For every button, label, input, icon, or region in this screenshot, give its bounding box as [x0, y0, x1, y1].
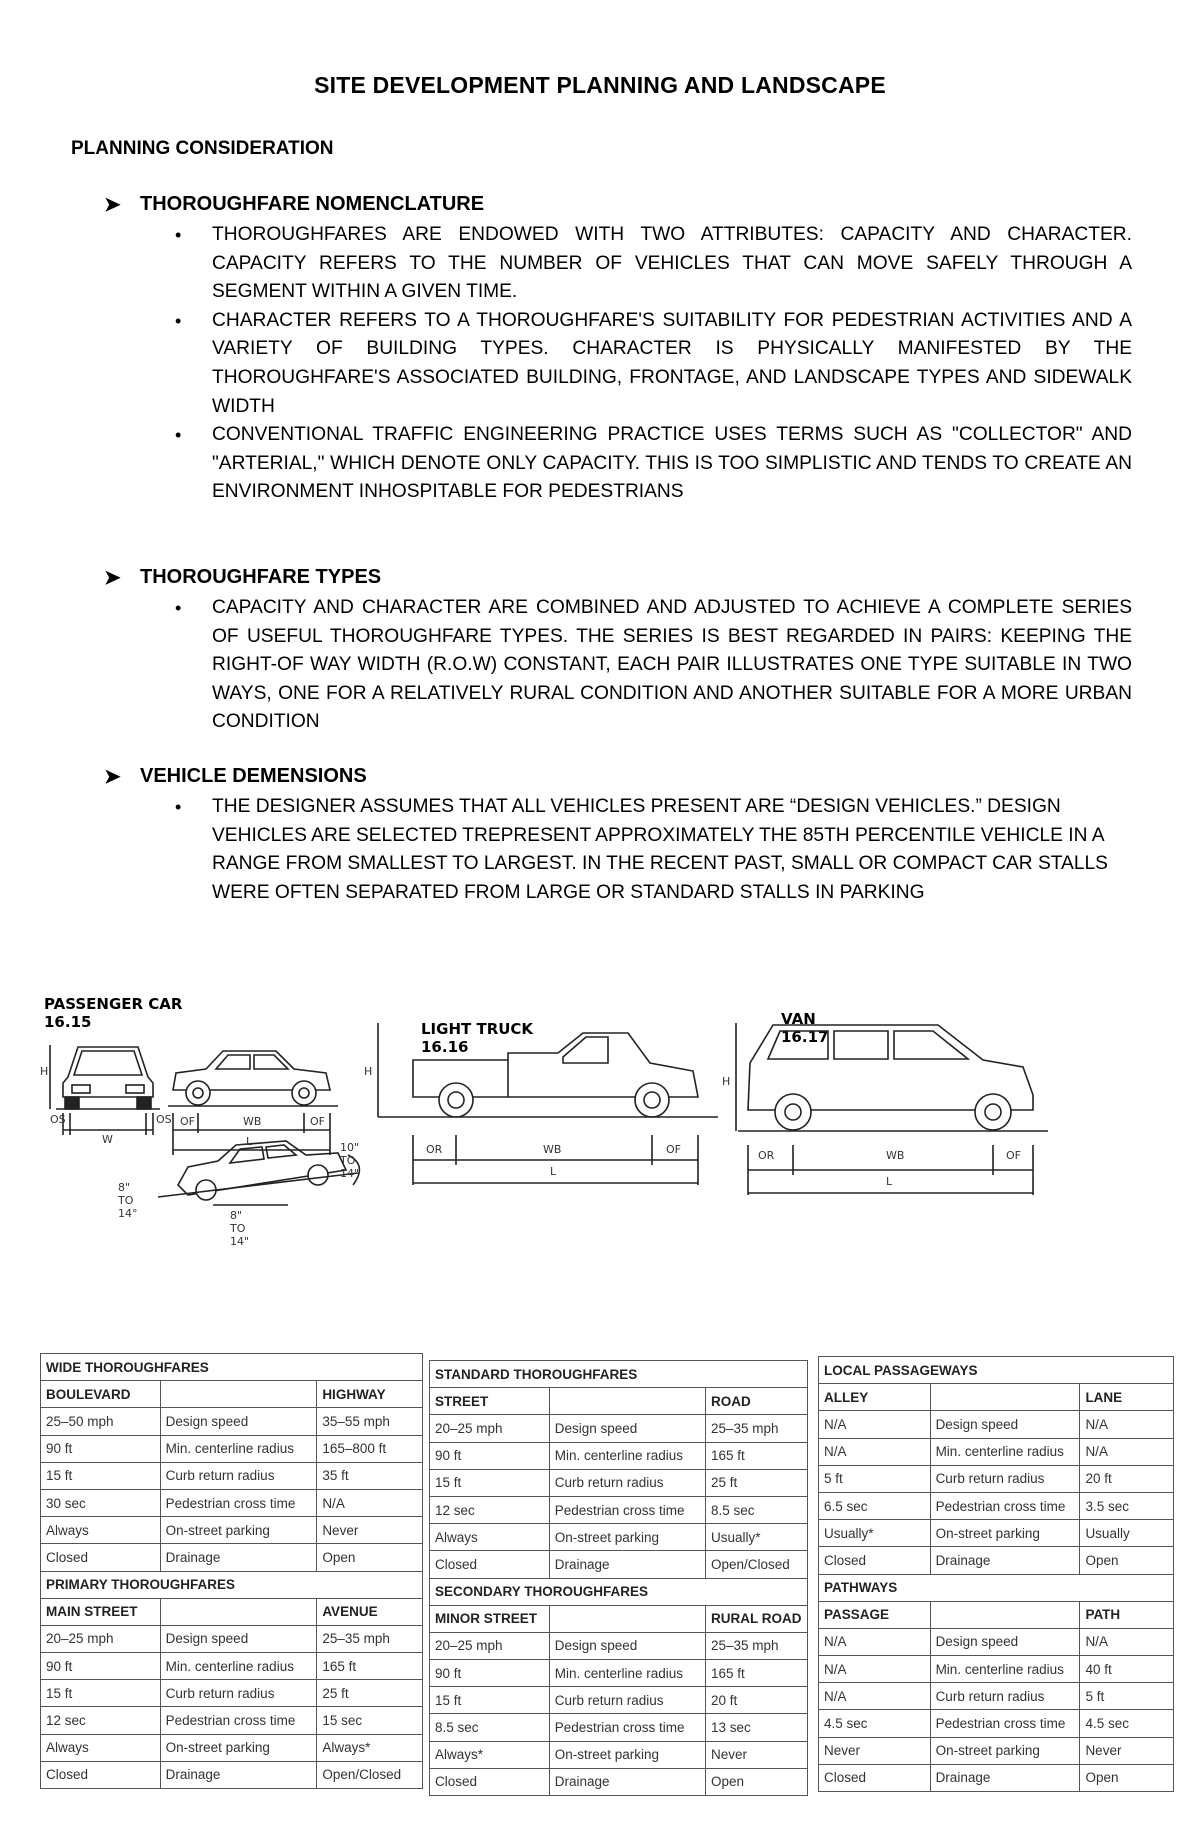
dim-label: WB — [543, 1143, 562, 1156]
vehicle-dimensions-figure — [38, 985, 1168, 1255]
table-cell: 3.5 sec — [1080, 1492, 1174, 1519]
table-section-title: STANDARD THOROUGHFARES — [430, 1361, 808, 1388]
section-vehicle — [104, 763, 1134, 907]
table-cell: 15 ft — [41, 1462, 161, 1489]
table-cell: Min. centerline radius — [549, 1442, 705, 1469]
section-types — [104, 564, 1134, 737]
table-cell: Open — [706, 1768, 808, 1795]
dim-label: H — [722, 1075, 731, 1088]
table-cell: Drainage — [160, 1544, 317, 1571]
table-row — [430, 1442, 808, 1469]
table-section-title: WIDE THOROUGHFARES — [41, 1354, 423, 1381]
dim-label: OR — [426, 1143, 443, 1156]
bullet-item: • CAPACITY AND CHARACTER ARE COMBINED AND ADJUSTED TO ACHIEVE A COMPLETE SERIES OF USEFUL THOROUGHFARE TYPES. THE SERIES IS BEST REGARDED IN PAIRS: KEEPING THE RIGHT-OF WAY WIDTH (R.O.W) CONSTANT, EACH PAIR ILLUSTRATES ONE TYPE SUITABLE IN TWO WAYS, ONE FOR A RELATIVELY RURAL CONDITION AND ANOTHER SUITABLE FOR A MORE URBAN CONDITION — [212, 594, 1132, 737]
table-cell: Usually* — [706, 1524, 808, 1551]
table-cell: N/A — [317, 1489, 423, 1516]
table-cell: On-street parking — [549, 1741, 705, 1768]
dim-label: WB — [886, 1149, 905, 1162]
dim-label: OS — [156, 1113, 172, 1126]
table-header: MINOR STREET — [430, 1605, 550, 1632]
table-row — [41, 1408, 423, 1435]
table-cell: 15 ft — [430, 1469, 550, 1496]
dim-label: OF — [310, 1115, 325, 1128]
table-cell: N/A — [819, 1656, 931, 1683]
table-header: ALLEY — [819, 1384, 931, 1411]
car-label: PASSENGER CAR 16.15 — [44, 995, 183, 1031]
table-cell: On-street parking — [160, 1517, 317, 1544]
table-cell: Always — [430, 1524, 550, 1551]
table-cell: Closed — [430, 1768, 550, 1795]
table-cell: 15 ft — [41, 1680, 161, 1707]
table-cell: N/A — [819, 1438, 931, 1465]
dim-label: H — [364, 1065, 373, 1078]
table-cell: Min. centerline radius — [930, 1438, 1080, 1465]
table-cell: 25 ft — [317, 1680, 423, 1707]
table-row — [41, 1435, 423, 1462]
table-header: PASSAGE — [819, 1601, 931, 1628]
table-row — [430, 1768, 808, 1795]
table-cell: Curb return radius — [930, 1465, 1080, 1492]
table-row — [430, 1496, 808, 1523]
table-row — [430, 1632, 808, 1659]
table-cell: 15 sec — [317, 1707, 423, 1734]
table-row — [819, 1764, 1174, 1791]
page-title: SITE DEVELOPMENT PLANNING AND LANDSCAPE — [314, 72, 886, 98]
van-label: VAN 16.17 — [781, 1010, 829, 1046]
table-cell: 25–35 mph — [706, 1415, 808, 1442]
table-cell: Never — [706, 1741, 808, 1768]
table-cell: Design speed — [930, 1628, 1080, 1655]
table-cell: 20–25 mph — [41, 1625, 161, 1652]
dim-label: 8" TO 14° — [118, 1181, 138, 1220]
dim-label: 8" TO 14" — [230, 1209, 250, 1248]
dim-label: L — [246, 1135, 253, 1148]
section-heading-text: THOROUGHFARE TYPES — [140, 565, 382, 588]
section-heading — [104, 763, 1134, 789]
table-cell: Design speed — [160, 1408, 317, 1435]
table-cell: 30 sec — [41, 1489, 161, 1516]
table-cell: Open/Closed — [317, 1761, 423, 1788]
table-row — [819, 1492, 1174, 1519]
dim-label: W — [102, 1133, 113, 1146]
table-cell: 165 ft — [706, 1442, 808, 1469]
table-cell: 6.5 sec — [819, 1492, 931, 1519]
light-truck-icon — [378, 1023, 718, 1185]
table-cell: Min. centerline radius — [160, 1435, 317, 1462]
table-header: AVENUE — [317, 1598, 423, 1625]
table-row — [819, 1465, 1174, 1492]
table-header — [930, 1601, 1080, 1628]
table-row — [41, 1625, 423, 1652]
table-row — [819, 1683, 1174, 1710]
table-section-title: PRIMARY THOROUGHFARES — [41, 1571, 423, 1598]
table-cell: On-street parking — [549, 1524, 705, 1551]
table-cell: 90 ft — [430, 1660, 550, 1687]
table-row — [430, 1660, 808, 1687]
table-cell: Always* — [430, 1741, 550, 1768]
table-cell: 40 ft — [1080, 1656, 1174, 1683]
arrow-bullet-icon: ➤ — [104, 566, 121, 589]
table-cell: Design speed — [549, 1632, 705, 1659]
table-header: STREET — [430, 1388, 550, 1415]
table-row — [819, 1656, 1174, 1683]
table-cell: Always — [41, 1517, 161, 1544]
dim-label: OR — [758, 1149, 775, 1162]
table-header: PATH — [1080, 1601, 1174, 1628]
table-cell: Pedestrian cross time — [549, 1714, 705, 1741]
van-icon — [736, 1023, 1048, 1195]
table-cell: Drainage — [549, 1768, 705, 1795]
car-side-view-icon — [168, 1051, 338, 1155]
arrow-bullet-icon: ➤ — [104, 193, 121, 216]
table-header — [549, 1388, 705, 1415]
table-cell: Open — [1080, 1764, 1174, 1791]
table-cell: Never — [317, 1517, 423, 1544]
table-cell: Closed — [819, 1547, 931, 1574]
arrow-bullet-icon: ➤ — [104, 765, 121, 788]
section-heading — [104, 564, 1134, 590]
table-cell: 165 ft — [706, 1660, 808, 1687]
table-cell: 4.5 sec — [819, 1710, 931, 1737]
dim-label: OS — [50, 1113, 66, 1126]
table-cell: Min. centerline radius — [930, 1656, 1080, 1683]
table-cell: Design speed — [930, 1411, 1080, 1438]
table-cell: Min. centerline radius — [549, 1660, 705, 1687]
table-cell: Pedestrian cross time — [930, 1710, 1080, 1737]
table-cell: N/A — [1080, 1628, 1174, 1655]
table-row — [41, 1707, 423, 1734]
table-cell: Open — [1080, 1547, 1174, 1574]
section-nomenclature — [104, 191, 1134, 507]
table-cell: 90 ft — [41, 1435, 161, 1462]
table-section-title: PATHWAYS — [819, 1574, 1174, 1601]
table-cell: 5 ft — [1080, 1683, 1174, 1710]
table-row — [41, 1544, 423, 1571]
table-header: ROAD — [706, 1388, 808, 1415]
bullet-item: • CHARACTER REFERS TO A THOROUGHFARE'S SUITABILITY FOR PEDESTRIAN ACTIVITIES AND A VARIETY OF BUILDING TYPES. CHARACTER IS PHYSICALLY MANIFESTED BY THE THOROUGHFARE'S ASSOCIATED BUILDING, FRONTAGE, AND LANDSCAPE TYPES AND SIDEWALK WIDTH — [212, 307, 1132, 421]
table-cell: 13 sec — [706, 1714, 808, 1741]
table-cell: Closed — [819, 1764, 931, 1791]
table-cell: 165 ft — [317, 1653, 423, 1680]
table-row — [41, 1653, 423, 1680]
dim-label: 10" TO 14" — [340, 1141, 360, 1180]
bullet-list — [104, 793, 1134, 907]
table-cell: 25–50 mph — [41, 1408, 161, 1435]
local-pathways-table — [818, 1356, 1174, 1792]
bullet-item: • THOROUGHFARES ARE ENDOWED WITH TWO ATTRIBUTES: CAPACITY AND CHARACTER. CAPACITY REFERS TO THE NUMBER OF VEHICLES THAT CAN MOVE SAFELY THROUGH A SEGMENT WITHIN A GIVEN TIME. — [212, 221, 1132, 307]
table-header: BOULEVARD — [41, 1381, 161, 1408]
section-heading-text: THOROUGHFARE NOMENCLATURE — [140, 192, 485, 215]
table-row — [819, 1520, 1174, 1547]
table-header: LANE — [1080, 1384, 1174, 1411]
dim-label: OF — [180, 1115, 195, 1128]
table-cell: N/A — [819, 1411, 931, 1438]
table-cell: Closed — [430, 1551, 550, 1578]
table-cell: N/A — [1080, 1438, 1174, 1465]
table-cell: 90 ft — [430, 1442, 550, 1469]
table-cell: Drainage — [549, 1551, 705, 1578]
wide-primary-table — [40, 1353, 423, 1789]
table-section-title: LOCAL PASSAGEWAYS — [819, 1357, 1174, 1384]
table-cell: Curb return radius — [160, 1462, 317, 1489]
table-cell: 25 ft — [706, 1469, 808, 1496]
table-row — [430, 1469, 808, 1496]
car-front-view-icon — [50, 1045, 160, 1135]
table-cell: 12 sec — [41, 1707, 161, 1734]
table-cell: On-street parking — [930, 1520, 1080, 1547]
table-cell: 25–35 mph — [706, 1632, 808, 1659]
table-cell: Drainage — [930, 1547, 1080, 1574]
table-header — [930, 1384, 1080, 1411]
table-header: RURAL ROAD — [706, 1605, 808, 1632]
table-header — [160, 1598, 317, 1625]
table-cell: Curb return radius — [930, 1683, 1080, 1710]
table-cell: 20–25 mph — [430, 1632, 550, 1659]
table-cell: 8.5 sec — [706, 1496, 808, 1523]
table-row — [819, 1411, 1174, 1438]
table-cell: 4.5 sec — [1080, 1710, 1174, 1737]
table-cell: N/A — [819, 1628, 931, 1655]
table-cell: 12 sec — [430, 1496, 550, 1523]
table-cell: 165–800 ft — [317, 1435, 423, 1462]
table-row — [819, 1737, 1174, 1764]
table-header — [549, 1605, 705, 1632]
table-cell: Pedestrian cross time — [930, 1492, 1080, 1519]
table-cell: 25–35 mph — [317, 1625, 423, 1652]
dim-label: OF — [1006, 1149, 1021, 1162]
table-row — [819, 1710, 1174, 1737]
table-cell: 20 ft — [706, 1687, 808, 1714]
table-header: MAIN STREET — [41, 1598, 161, 1625]
table-row — [430, 1415, 808, 1442]
table-cell: Pedestrian cross time — [160, 1489, 317, 1516]
table-row — [819, 1547, 1174, 1574]
bullet-list — [104, 594, 1134, 737]
table-cell: 20–25 mph — [430, 1415, 550, 1442]
table-cell: 35 ft — [317, 1462, 423, 1489]
table-row — [430, 1551, 808, 1578]
table-row — [41, 1734, 423, 1761]
table-cell: Min. centerline radius — [160, 1653, 317, 1680]
table-row — [430, 1741, 808, 1768]
table-row — [41, 1680, 423, 1707]
table-header: HIGHWAY — [317, 1381, 423, 1408]
dim-label: L — [886, 1175, 893, 1188]
table-row — [41, 1517, 423, 1544]
table-cell: Drainage — [160, 1761, 317, 1788]
table-cell: Never — [1080, 1737, 1174, 1764]
table-cell: Closed — [41, 1544, 161, 1571]
standard-secondary-table — [429, 1360, 808, 1796]
bullet-list — [104, 221, 1134, 507]
table-cell: 5 ft — [819, 1465, 931, 1492]
table-cell: 20 ft — [1080, 1465, 1174, 1492]
table-row — [430, 1714, 808, 1741]
bullet-item: • THE DESIGNER ASSUMES THAT ALL VEHICLES PRESENT ARE “DESIGN VEHICLES.” DESIGN VEHICLES ARE SELECTED TREPRESENT APPROXIMATELY THE 85TH PERCENTILE VEHICLE IN A RANGE FROM SMALLEST TO LARGEST. IN THE RECENT PAST, SMALL OR COMPACT CAR STALLS WERE OFTEN SEPARATED FROM LARGE OR STANDARD STALLS IN PARKING — [212, 793, 1132, 907]
table-cell: On-street parking — [930, 1737, 1080, 1764]
table-cell: N/A — [1080, 1411, 1174, 1438]
table-cell: 8.5 sec — [430, 1714, 550, 1741]
table-row — [41, 1761, 423, 1788]
table-row — [819, 1628, 1174, 1655]
table-cell: Drainage — [930, 1764, 1080, 1791]
subheading: PLANNING CONSIDERATION — [71, 138, 334, 159]
table-cell: Curb return radius — [549, 1687, 705, 1714]
table-row — [41, 1462, 423, 1489]
dim-label: L — [550, 1165, 557, 1178]
dim-label: H — [40, 1065, 49, 1078]
truck-label: LIGHT TRUCK 16.16 — [421, 1020, 534, 1056]
bullet-item: • CONVENTIONAL TRAFFIC ENGINEERING PRACTICE USES TERMS SUCH AS "COLLECTOR" AND "ARTERIAL," WHICH DENOTE ONLY CAPACITY. THIS IS TOO SIMPLISTIC AND TENDS TO CREATE AN ENVIRONMENT INHOSPITABLE FOR PEDESTRIANS — [212, 421, 1132, 507]
table-cell: 90 ft — [41, 1653, 161, 1680]
table-cell: Curb return radius — [160, 1680, 317, 1707]
table-cell: Design speed — [160, 1625, 317, 1652]
dim-label: OF — [666, 1143, 681, 1156]
table-cell: 15 ft — [430, 1687, 550, 1714]
table-cell: Usually — [1080, 1520, 1174, 1547]
table-row — [41, 1489, 423, 1516]
table-cell: Always — [41, 1734, 161, 1761]
table-header — [160, 1381, 317, 1408]
table-cell: Always* — [317, 1734, 423, 1761]
table-cell: 35–55 mph — [317, 1408, 423, 1435]
table-cell: Pedestrian cross time — [549, 1496, 705, 1523]
table-row — [430, 1524, 808, 1551]
table-cell: Open — [317, 1544, 423, 1571]
table-cell: On-street parking — [160, 1734, 317, 1761]
section-heading-text: VEHICLE DEMENSIONS — [140, 764, 367, 787]
table-cell: Design speed — [549, 1415, 705, 1442]
vehicle-drawings — [38, 985, 1168, 1255]
dim-label: WB — [243, 1115, 262, 1128]
table-cell: Pedestrian cross time — [160, 1707, 317, 1734]
table-cell: Never — [819, 1737, 931, 1764]
table-cell: Closed — [41, 1761, 161, 1788]
table-cell: N/A — [819, 1683, 931, 1710]
table-row — [430, 1687, 808, 1714]
section-heading — [104, 191, 1134, 217]
table-row — [819, 1438, 1174, 1465]
table-cell: Curb return radius — [549, 1469, 705, 1496]
table-cell: Open/Closed — [706, 1551, 808, 1578]
table-section-title: SECONDARY THOROUGHFARES — [430, 1578, 808, 1605]
table-cell: Usually* — [819, 1520, 931, 1547]
